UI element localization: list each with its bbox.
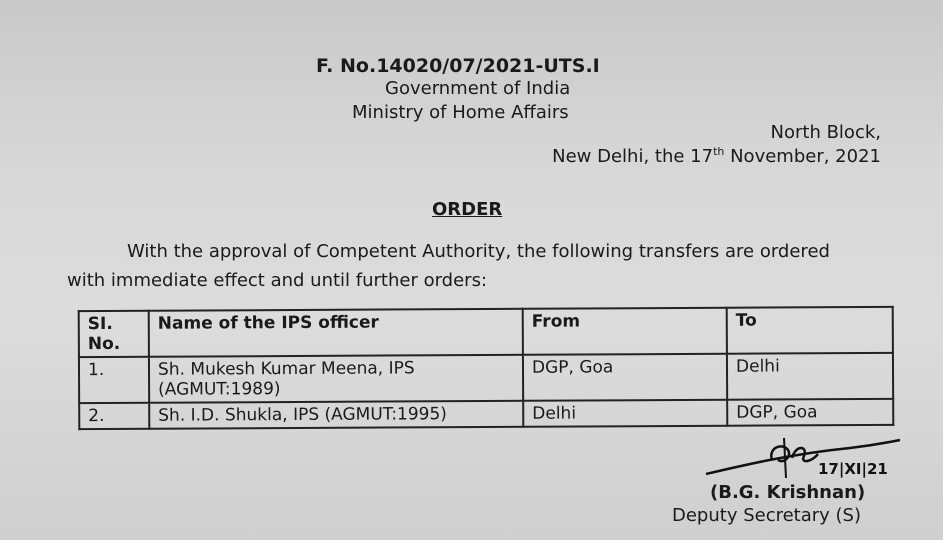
office-location: North Block, bbox=[770, 122, 881, 143]
row-from: DGP, Goa bbox=[523, 354, 727, 401]
row-sl-no: 1. bbox=[79, 357, 149, 403]
signature-date: 17|XI|21 bbox=[818, 460, 888, 478]
table-header-row bbox=[79, 307, 893, 357]
row-sl-no: 2. bbox=[79, 403, 149, 429]
ministry-name: Ministry of Home Affairs bbox=[352, 102, 569, 123]
row-from: Delhi bbox=[523, 400, 727, 427]
file-number: F. No.14020/07/2021-UTS.I bbox=[316, 55, 600, 77]
body-text-line-1: With the approval of Competent Authority, the following transfers are ordered bbox=[127, 241, 830, 262]
date-prefix: New Delhi, the 17 bbox=[552, 146, 714, 167]
date-suffix: th bbox=[713, 145, 725, 158]
row-officer-name: Sh. I.D. Shukla, IPS (AGMUT:1995) bbox=[149, 401, 523, 429]
header-to: To bbox=[727, 307, 893, 354]
header-from: From bbox=[523, 308, 727, 355]
header-sl-no: SI. No. bbox=[79, 311, 149, 357]
transfers-table bbox=[78, 306, 895, 430]
table-row bbox=[79, 399, 893, 429]
body-text-line-2: with immediate effect and until further orders: bbox=[67, 270, 488, 291]
order-heading: ORDER bbox=[432, 199, 503, 220]
header-officer-name: Name of the IPS officer bbox=[149, 309, 523, 357]
signatory-designation: Deputy Secretary (S) bbox=[672, 505, 862, 526]
row-to: DGP, Goa bbox=[727, 399, 893, 426]
row-to: Delhi bbox=[727, 353, 893, 400]
signatory-name: (B.G. Krishnan) bbox=[710, 482, 866, 503]
handwritten-signature bbox=[700, 430, 910, 486]
date-rest: November, 2021 bbox=[724, 146, 881, 167]
order-date bbox=[552, 145, 881, 167]
row-officer-name: Sh. Mukesh Kumar Meena, IPS (AGMUT:1989) bbox=[149, 355, 523, 403]
table-row bbox=[79, 353, 893, 403]
government-name: Government of India bbox=[385, 78, 571, 99]
